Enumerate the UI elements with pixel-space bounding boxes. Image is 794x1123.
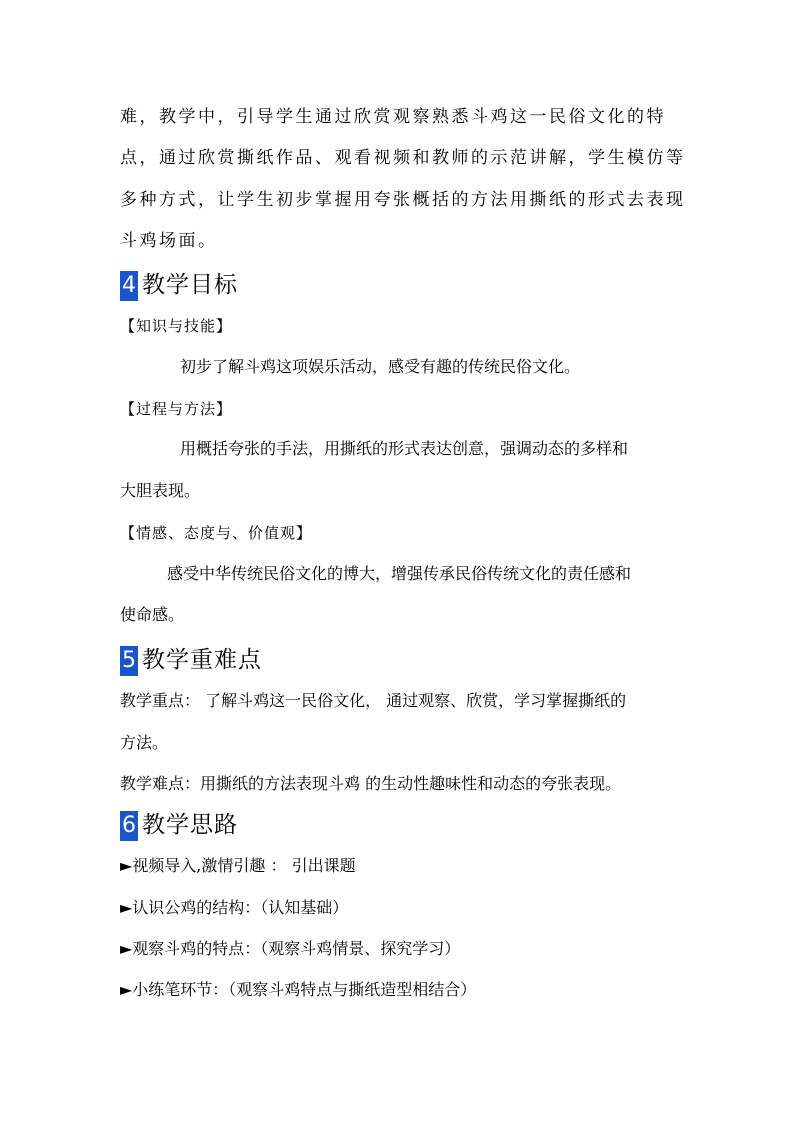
section-number-4: 4 xyxy=(120,271,138,301)
section-heading-6 xyxy=(120,810,238,841)
emotion-line-1: 感受中华传统民俗文化的博大，增强传承民俗传统文化的责任感和 xyxy=(167,564,632,583)
section-title-4: 教学目标 xyxy=(142,272,238,298)
section-heading-5 xyxy=(120,645,262,676)
list-item: ►视频导入,激情引趣 ： 引出课题 xyxy=(120,856,356,875)
section-number-5: 5 xyxy=(120,646,138,676)
intro-line-4: 斗鸡场面。 xyxy=(120,231,218,251)
section-heading-4 xyxy=(120,270,238,301)
list-item: ►认识公鸡的结构：（认知基础） xyxy=(120,898,349,917)
section-title-6: 教学思路 xyxy=(142,812,238,838)
list-item: ►小练笔环节：（观察斗鸡特点与撕纸造型相结合） xyxy=(120,980,477,999)
key-point-line-2: 方法。 xyxy=(120,733,169,752)
difficult-point-line: 教学难点：用撕纸的方法表现斗鸡 的生动性趣味性和动态的夸张表现。 xyxy=(120,774,622,793)
list-item: ►观察斗鸡的特点：（观察斗鸡情景、探究学习） xyxy=(120,939,461,958)
intro-line-1: 难，教学中，引导学生通过欣赏观察熟悉斗鸡这一民俗文化的特 xyxy=(120,107,666,127)
knowledge-text: 初步了解斗鸡这项娱乐活动，感受有趣的传统民俗文化。 xyxy=(180,357,581,376)
emotion-label: 【情感、态度与、价值观】 xyxy=(120,524,313,542)
process-line-2: 大胆表现。 xyxy=(120,481,201,500)
key-point-line-1: 教学重点： 了解斗鸡这一民俗文化， 通过观察、欣赏，学习掌握撕纸的 xyxy=(120,691,627,710)
process-label: 【过程与方法】 xyxy=(120,400,233,418)
intro-line-3: 多种方式，让学生初步掌握用夸张概括的方法用撕纸的形式去表现 xyxy=(120,190,686,210)
emotion-line-2: 使命感。 xyxy=(120,605,185,624)
section-title-5: 教学重难点 xyxy=(142,647,262,673)
section-number-6: 6 xyxy=(120,811,138,841)
knowledge-label: 【知识与技能】 xyxy=(120,317,233,335)
intro-line-2: 点，通过欣赏撕纸作品、观看视频和教师的示范讲解，学生模仿等 xyxy=(120,148,686,168)
process-line-1: 用概括夸张的手法，用撕纸的形式表达创意，强调动态的多样和 xyxy=(180,439,629,458)
